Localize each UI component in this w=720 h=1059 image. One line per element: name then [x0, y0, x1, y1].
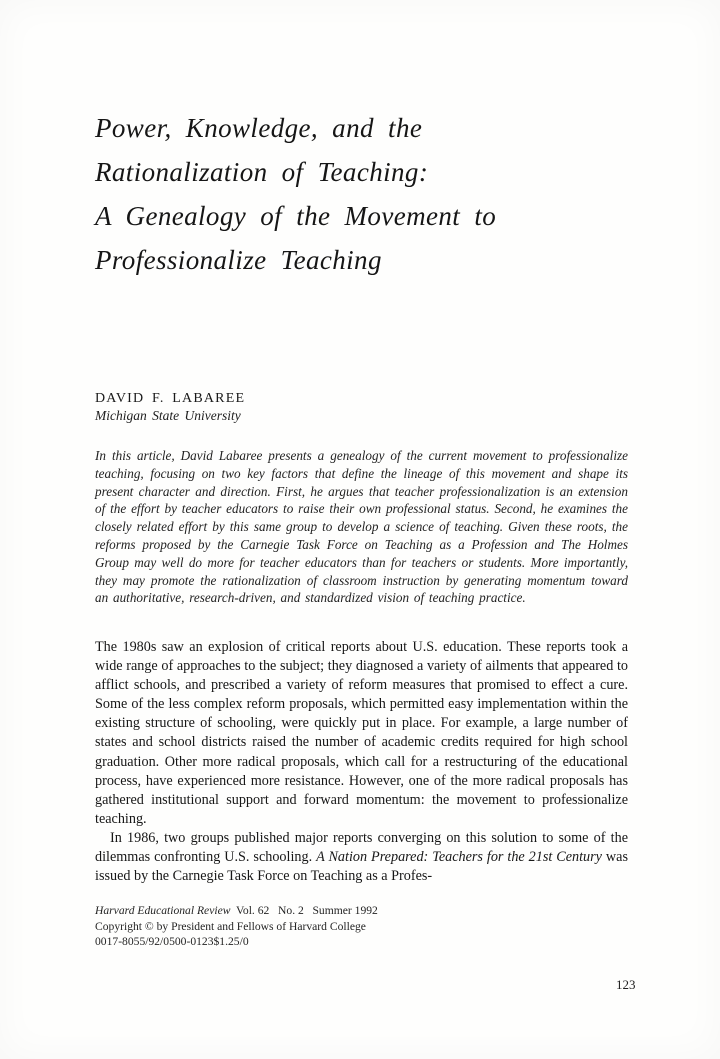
- body-paragraph-2-continuation: was issued by the Carnegie Task Force on Teaching as a Profes-: [95, 849, 628, 885]
- author-affiliation: Michigan State University: [95, 408, 241, 423]
- article-title-line-3: A Genealogy of the Movement to: [95, 201, 497, 231]
- author-block: [95, 391, 628, 424]
- article-title: [95, 106, 628, 282]
- issn-line: 0017-8055/92/0500-0123$1.25/0: [95, 935, 249, 949]
- author-name: DAVID F. LABAREE: [95, 391, 246, 406]
- journal-issue-info: Vol. 62 No. 2 Summer 1992: [230, 904, 378, 917]
- journal-imprint: [95, 903, 628, 950]
- journal-name: Harvard Educational Review: [95, 904, 231, 917]
- journal-issue-line: [95, 903, 628, 919]
- article-body: [95, 638, 628, 886]
- article-title-line-4: Professionalize Teaching: [95, 245, 382, 275]
- copyright-line: Copyright © by President and Fellows of Harvard College: [95, 919, 366, 933]
- article-title-line-2: Rationalization of Teaching:: [95, 157, 429, 187]
- cited-report-title: A Nation Prepared: Teachers for the 21st Century: [316, 849, 602, 866]
- page-number: 123: [616, 977, 636, 992]
- article-abstract: In this article, David Labaree presents a genealogy of the current movement to professionalize teaching, focusing on two key factors that define the lineage of this movement and shape its present character and direction. First, he argues that teacher professionalization is an extension of the effort by teacher educators to raise their own professional status. Second, he examines the closely related effort by this same group to develop a science of teaching. Given these roots, the reforms proposed by the Carnegie Task Force on Teaching as a Profession and The Holmes Group may well do more for teacher educators than for teachers or students. More importantly, they may promote the rationalization of classroom instruction by generating momentum toward an authoritative, research-driven, and standardized vision of teaching practice.: [95, 448, 628, 606]
- body-paragraph-2-text: In 1986, two groups published major reports converging on this solution to some of the dilemmas confronting U.S. schooling.: [95, 829, 628, 866]
- body-paragraph-2: [95, 829, 628, 886]
- article-title-line-1: Power, Knowledge, and the: [95, 113, 423, 143]
- body-paragraph-1: The 1980s saw an explosion of critical reports about U.S. education. These reports took a wide range of approaches to the subject; they diagnosed a variety of ailments that appeared to afflict schools, and prescribed a variety of reform measures that promised to effect a cure. Some of the less complex reform proposals, which permitted easy implementation within the existing structure of schooling, were quickly put in place. For example, a large number of states and school districts raised the number of academic credits required for high school graduation. Other more radical proposals, which call for a restructuring of the educational process, have experienced more resistance. However, one of the more radical proposals has gathered institutional support and forward momentum: the movement to professionalize teaching.: [95, 639, 628, 827]
